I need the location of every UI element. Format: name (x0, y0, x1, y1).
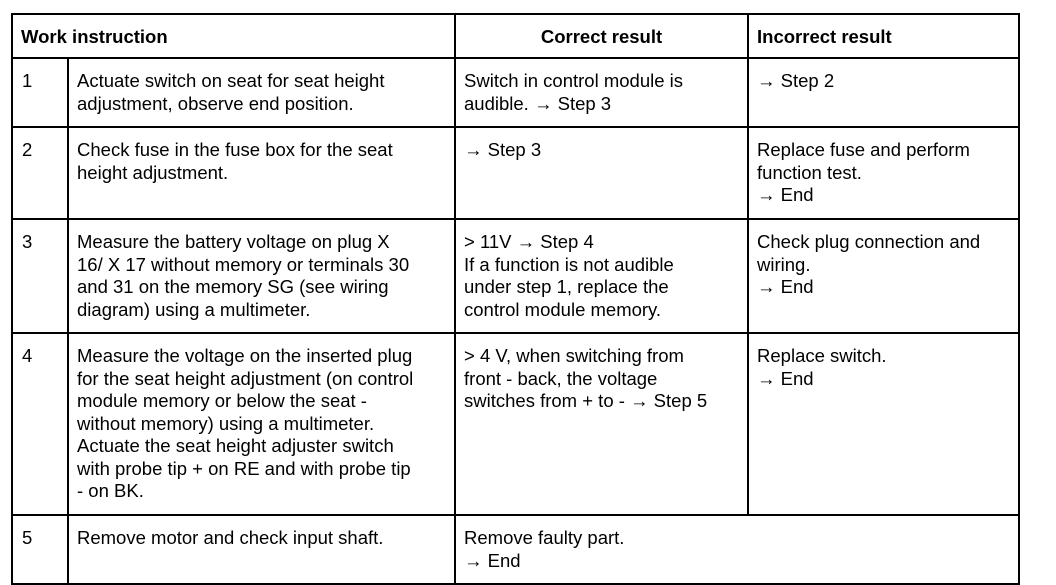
instruction-cell: Measure the battery voltage on plug X 16/ X 17 without memory or terminals 30 and 31 on the memory SG (see wiring diagram) using a multimeter. (68, 219, 455, 333)
merged-result-cell: Remove faulty part. → End (455, 515, 1019, 584)
table-row (12, 333, 1019, 515)
step-number: 3 (12, 219, 68, 333)
incorrect-result-cell: → Step 2 (748, 58, 1019, 127)
header-row (12, 14, 1019, 58)
table-row (12, 515, 1019, 584)
step-number: 5 (12, 515, 68, 584)
instruction-cell: Measure the voltage on the inserted plug for the seat height adjustment (on control module memory or below the seat - without memory) using a multimeter. Actuate the seat height adjuster switch with probe tip + on RE and with probe tip - on BK. (68, 333, 455, 515)
table-row (12, 58, 1019, 127)
incorrect-result-cell: Replace fuse and perform function test. → End (748, 127, 1019, 219)
correct-result-cell: Switch in control module is audible. → Step 3 (455, 58, 748, 127)
correct-result-cell: > 4 V, when switching from front - back, the voltage switches from + to - → Step 5 (455, 333, 748, 515)
step-number: 4 (12, 333, 68, 515)
instruction-cell: Check fuse in the fuse box for the seat height adjustment. (68, 127, 455, 219)
instruction-cell: Actuate switch on seat for seat height adjustment, observe end position. (68, 58, 455, 127)
incorrect-result-cell: Check plug connection and wiring. → End (748, 219, 1019, 333)
header-incorrect-result: Incorrect result (748, 14, 1019, 58)
correct-result-cell: → Step 3 (455, 127, 748, 219)
incorrect-result-cell: Replace switch. → End (748, 333, 1019, 515)
header-work-instruction: Work instruction (12, 14, 455, 58)
correct-result-cell: > 11V → Step 4 If a function is not audible under step 1, replace the control module memory. (455, 219, 748, 333)
header-correct-result: Correct result (455, 14, 748, 58)
step-number: 1 (12, 58, 68, 127)
table-row (12, 127, 1019, 219)
work-instruction-table (11, 13, 1020, 585)
instruction-cell: Remove motor and check input shaft. (68, 515, 455, 584)
table-row (12, 219, 1019, 333)
step-number: 2 (12, 127, 68, 219)
